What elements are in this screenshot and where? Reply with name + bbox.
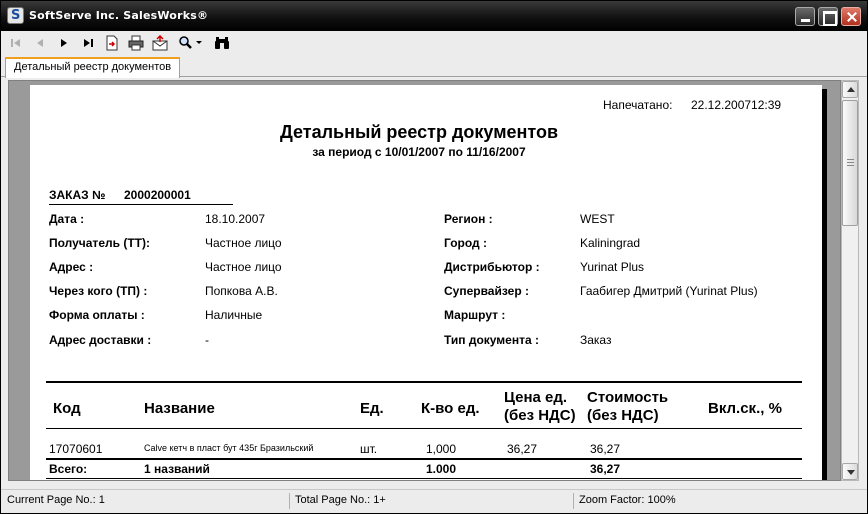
app-logo-icon[interactable] bbox=[7, 7, 24, 24]
scroll-up-button[interactable] bbox=[842, 81, 858, 98]
field-label-doc-type: Тип документа : bbox=[444, 333, 539, 347]
total-bottom-rule bbox=[46, 478, 802, 479]
field-value-supervisor: Гаабигер Дмитрий (Yurinat Plus) bbox=[580, 284, 758, 298]
status-divider bbox=[573, 493, 574, 509]
status-zoom: Zoom Factor: 100% bbox=[579, 494, 676, 506]
status-total-pages: Total Page No.: 1+ bbox=[295, 494, 386, 506]
field-value-city: Kaliningrad bbox=[580, 236, 641, 250]
window-title: SoftServe Inc. SalesWorks® bbox=[29, 9, 209, 22]
table-top-rule bbox=[46, 381, 802, 383]
total-qty: 1.000 bbox=[426, 462, 457, 476]
field-value-region: WEST bbox=[580, 212, 615, 226]
scroll-down-button[interactable] bbox=[842, 463, 858, 480]
header-bottom-rule bbox=[46, 428, 802, 429]
status-current-page: Current Page No.: 1 bbox=[7, 494, 105, 506]
vertical-scrollbar[interactable] bbox=[841, 80, 859, 481]
col-header-cost: Стоимость bbox=[587, 389, 669, 406]
cell-code: 17070601 bbox=[49, 442, 103, 456]
print-icon[interactable] bbox=[127, 34, 145, 52]
scroll-thumb[interactable] bbox=[842, 100, 858, 226]
cell-qty: 1,000 bbox=[426, 442, 457, 456]
first-page-icon[interactable] bbox=[7, 34, 25, 52]
toolbar bbox=[1, 31, 867, 55]
report-viewer[interactable] bbox=[8, 80, 841, 481]
field-label-recipient: Получатель (ТТ): bbox=[49, 236, 150, 250]
field-value-payment: Наличные bbox=[205, 308, 263, 322]
col-header-code: Код bbox=[53, 400, 81, 417]
col-header-price-note: (без НДС) bbox=[504, 407, 576, 424]
report-period: за период с 10/01/2007 по 11/16/2007 bbox=[312, 145, 526, 159]
field-label-distributor: Дистрибьютор : bbox=[444, 260, 540, 274]
previous-page-icon[interactable] bbox=[31, 34, 49, 52]
tab-report[interactable]: Детальный реестр документов bbox=[5, 57, 180, 78]
col-header-discount: Вкл.ск., % bbox=[708, 400, 782, 417]
cell-name: Calve кетч в пласт бут 435г Бразильский bbox=[144, 443, 314, 453]
field-label-delivery-address: Адрес доставки : bbox=[49, 333, 152, 347]
minimize-button[interactable] bbox=[795, 7, 815, 26]
cell-price: 36,27 bbox=[507, 442, 538, 456]
field-value-date: 18.10.2007 bbox=[205, 212, 266, 226]
field-value-agent: Попкова А.В. bbox=[205, 284, 278, 298]
zoom-icon[interactable] bbox=[177, 34, 205, 52]
col-header-unit: Ед. bbox=[360, 400, 384, 417]
close-button[interactable] bbox=[841, 7, 861, 26]
maximize-button[interactable] bbox=[818, 7, 838, 26]
find-icon[interactable] bbox=[213, 34, 231, 52]
total-label: Всего: bbox=[49, 462, 88, 476]
printed-value: 22.12.200712:39 bbox=[691, 98, 782, 112]
field-label-supervisor: Супервайзер : bbox=[444, 284, 530, 298]
last-page-icon[interactable] bbox=[79, 34, 97, 52]
next-page-icon[interactable] bbox=[55, 34, 73, 52]
field-label-date: Дата : bbox=[49, 212, 85, 226]
status-bar bbox=[1, 489, 867, 513]
field-label-city: Город : bbox=[444, 236, 487, 250]
col-header-name: Название bbox=[144, 400, 215, 417]
field-value-address: Частное лицо bbox=[205, 260, 282, 274]
field-value-distributor: Yurinat Plus bbox=[580, 260, 645, 274]
page-shadow bbox=[822, 89, 827, 481]
cell-unit: шт. bbox=[360, 442, 378, 456]
total-count: 1 названий bbox=[144, 462, 210, 476]
export-icon[interactable] bbox=[103, 34, 121, 52]
tab-strip bbox=[1, 55, 867, 77]
field-value-doc-type: Заказ bbox=[580, 333, 612, 347]
field-value-delivery-address: - bbox=[205, 333, 209, 347]
field-label-route: Маршрут : bbox=[444, 308, 506, 322]
field-label-payment: Форма оплаты : bbox=[49, 308, 145, 322]
col-header-qty: К-во ед. bbox=[421, 400, 480, 417]
printed-label: Напечатано: bbox=[603, 98, 673, 112]
field-label-region: Регион : bbox=[444, 212, 493, 226]
title-bar[interactable] bbox=[1, 1, 867, 31]
report-page bbox=[30, 85, 822, 481]
status-divider bbox=[289, 493, 290, 509]
total-top-rule bbox=[46, 458, 802, 460]
field-label-agent: Через кого (ТП) : bbox=[49, 284, 148, 298]
grip-icon bbox=[847, 159, 854, 166]
col-header-price: Цена ед. bbox=[504, 389, 568, 406]
total-cost: 36,27 bbox=[590, 462, 621, 476]
col-header-cost-note: (без НДС) bbox=[587, 407, 659, 424]
order-number: 2000200001 bbox=[124, 188, 191, 202]
order-underline bbox=[49, 204, 233, 205]
field-value-recipient: Частное лицо bbox=[205, 236, 282, 250]
field-label-address: Адрес : bbox=[49, 260, 94, 274]
send-icon[interactable] bbox=[151, 34, 169, 52]
cell-cost: 36,27 bbox=[590, 442, 621, 456]
report-title: Детальный реестр документов bbox=[279, 122, 559, 142]
order-label: ЗАКАЗ № bbox=[49, 188, 106, 202]
